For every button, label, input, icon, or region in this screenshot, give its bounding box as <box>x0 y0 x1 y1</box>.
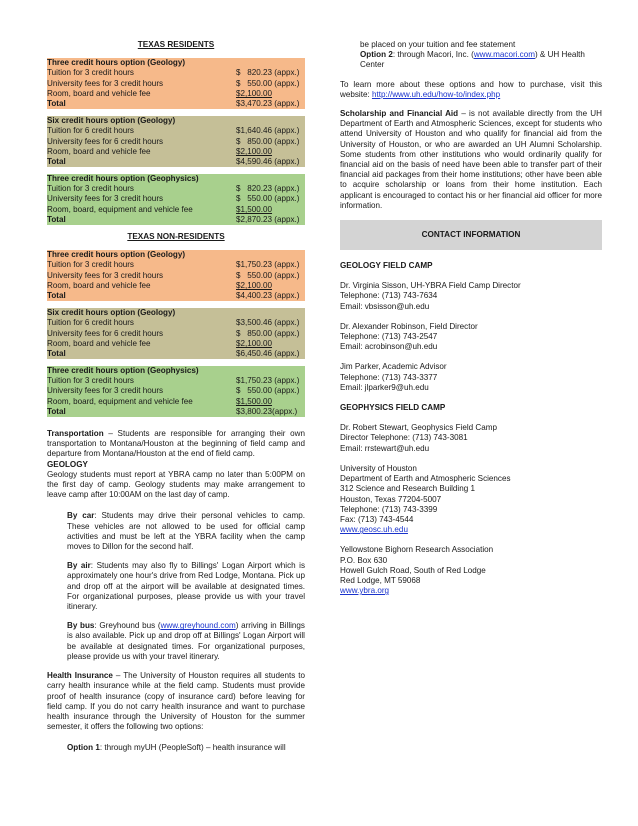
fee-row <box>47 349 305 359</box>
fee-label: Room, board and vehicle fee <box>47 338 151 348</box>
contact-block <box>340 362 602 393</box>
texas-non-residents-heading: TEXAS NON-RESIDENTS <box>127 232 225 242</box>
by-bus-label: By bus <box>67 621 95 631</box>
fee-label: Three credit hours option (Geophysics) <box>47 174 199 184</box>
fee-row <box>47 174 305 184</box>
fee-amount: $ 550.00 (appx.) <box>236 386 300 396</box>
fee-label: Tuition for 3 credit hours <box>47 376 134 386</box>
fee-row <box>47 329 305 339</box>
fee-label: University fees for 3 credit hours <box>47 386 164 396</box>
scholarship-section <box>340 109 602 211</box>
fee-amount: $ 550.00 (appx.) <box>236 194 300 204</box>
by-car-label: By car <box>67 511 95 521</box>
fee-amount <box>236 116 305 126</box>
fee-label: Tuition for 3 credit hours <box>47 68 134 78</box>
fee-label: Total <box>47 406 66 416</box>
texas-residents-heading: TEXAS RESIDENTS <box>137 40 215 49</box>
fee-amount: $ 820.23 (appx.) <box>236 184 300 194</box>
geology-contacts <box>340 281 602 393</box>
fee-label: Total <box>47 98 66 108</box>
fee-amount: $1,500.00 <box>236 396 273 406</box>
fee-row <box>47 366 305 376</box>
fee-amount: $2,100.00 <box>236 146 273 156</box>
fee-amount: $ 550.00 (appx.) <box>236 78 300 88</box>
contact-line: Telephone: (713) 743-3377 <box>340 372 438 382</box>
fee-label: Total <box>47 156 66 166</box>
by-bus-text-1: : Greyhound bus ( <box>94 621 161 631</box>
health-insurance-text: – The University of Houston requires all students to carry health insurance while at the field camp. Students must provide proof of health insurance (copy of insurance card) before leaving for field camp. If you do not carry health insurance and want to purchase health insurance through the University of Houston for the summer semester, it offers the following two options: <box>47 671 305 732</box>
geology-subheading: GEOLOGY <box>47 459 88 469</box>
scholarship-label: Scholarship and Financial Aid <box>340 109 459 119</box>
fee-row <box>47 260 305 270</box>
fee-amount: $3,500.46 (appx.) <box>236 318 300 328</box>
geology-field-camp-heading: GEOLOGY FIELD CAMP <box>340 261 433 271</box>
fee-label: Room, board, equipment and vehicle fee <box>47 204 193 214</box>
health-insurance-label: Health Insurance <box>47 671 113 681</box>
fee-amount <box>236 308 305 318</box>
geosc-link[interactable]: www.geosc.uh.edu <box>340 525 408 535</box>
fee-label: University fees for 6 credit hours <box>47 328 164 338</box>
fee-amount: $ 550.00 (appx.) <box>236 270 300 280</box>
fee-amount: $2,100.00 <box>236 338 273 348</box>
fee-row <box>47 147 305 157</box>
fee-amount: $1,640.46 (appx.) <box>236 126 300 136</box>
contact-block <box>340 423 602 454</box>
fee-amount: $ 850.00 (appx.) <box>236 136 300 146</box>
non-resident-fee-tables <box>47 250 305 417</box>
fee-row <box>47 215 305 225</box>
fee-amount: $4,400.23 (appx.) <box>236 290 300 300</box>
fee-row <box>47 184 305 194</box>
resident-fee-tables <box>47 58 305 225</box>
contact-line: Jim Parker, Academic Advisor <box>340 362 447 372</box>
scholarship-text: – is not available directly from the UH Department of Earth and Atmospheric Sciences, except for students who attend University of Houston and who qualify for financial aid from the University of Houston, or who are awarded an UH Alumni Scholarship. Some students from other institutions who would ordinarily qualify for financial aid on the basis of need have been able to transfer part of their financial aid packages from their home institutions; other have been able to acquire scholarship or loans from their home institution. Each applicant is encouraged to contact his or her financial aid officer for more information. <box>340 109 602 210</box>
fee-amount: $2,870.23 (appx.) <box>236 214 300 224</box>
contact-line: Email: jlparker9@uh.edu <box>340 382 429 392</box>
transportation-text: – Students are responsible for arranging their own transportation to Montana/Houston at the beginning of field camp and departure from Montana/Houston at the end of field camp. <box>47 429 305 459</box>
fee-label: Total <box>47 290 66 300</box>
fee-row <box>47 99 305 109</box>
address-line: P.O. Box 630 <box>340 555 388 565</box>
fee-amount: $2,100.00 <box>236 88 273 98</box>
fee-row <box>47 58 305 68</box>
fee-amount: $1,500.00 <box>236 204 273 214</box>
fee-row <box>47 308 305 318</box>
geophysics-contacts <box>340 423 602 454</box>
contact-line: Director Telephone: (713) 743-3081 <box>340 433 468 443</box>
fee-row <box>47 137 305 147</box>
fee-amount: $ 820.23 (appx.) <box>236 68 300 78</box>
right-column <box>340 40 602 606</box>
fee-row <box>47 281 305 291</box>
fee-label: Tuition for 6 credit hours <box>47 318 134 328</box>
fee-label: Tuition for 3 credit hours <box>47 260 134 270</box>
fee-amount: $6,450.46 (appx.) <box>236 348 300 358</box>
uh-address-block <box>340 464 602 535</box>
greyhound-link[interactable]: www.greyhound.com <box>160 621 236 631</box>
fee-table <box>47 174 305 225</box>
option1-label: Option 1 <box>67 743 100 753</box>
fee-label: Three credit hours option (Geology) <box>47 250 186 260</box>
address-line: Telephone: (713) 743-3399 <box>340 504 438 514</box>
fee-table <box>47 116 305 167</box>
option2-label: Option 2 <box>360 50 393 60</box>
fee-row <box>47 291 305 301</box>
fee-label: Total <box>47 214 66 224</box>
option1-text: : through myUH (PeopleSoft) – health insurance will <box>99 743 286 753</box>
fee-label: Room, board and vehicle fee <box>47 280 151 290</box>
macori-link[interactable]: www.macori.com <box>473 50 535 60</box>
fee-label: Three credit hours option (Geophysics) <box>47 366 199 376</box>
fee-amount: $1,750.23 (appx.) <box>236 260 300 270</box>
address-line: Yellowstone Bighorn Research Association <box>340 545 494 555</box>
fee-label: University fees for 3 credit hours <box>47 78 164 88</box>
fee-amount <box>236 58 305 68</box>
geophysics-field-camp-heading: GEOPHYSICS FIELD CAMP <box>340 403 446 413</box>
fee-row <box>47 386 305 396</box>
fee-amount <box>236 174 305 184</box>
fee-amount: $2,100.00 <box>236 280 273 290</box>
transportation-label: Transportation <box>47 429 104 439</box>
by-car-text: : Students may drive their personal vehicles to camp. These vehicles are not allowed to be used for official camp activities and must be left at the YBRA facility when the camp moves to Dillon for the second half. <box>67 511 306 552</box>
option2-text-2: ) & UH Health Center <box>360 50 585 70</box>
option1-continued: be placed on your tuition and fee statement <box>360 40 516 49</box>
address-line: 312 Science and Research Building 1 <box>340 484 475 494</box>
fee-row <box>47 157 305 167</box>
contact-line: Email: rrstewart@uh.edu <box>340 443 430 453</box>
address-line: Howell Gulch Road, South of Red Lodge <box>340 565 486 575</box>
fee-label: Room, board and vehicle fee <box>47 146 151 156</box>
health-insurance-section <box>47 671 305 753</box>
fee-row <box>47 205 305 215</box>
fee-label: Room, board and vehicle fee <box>47 88 151 98</box>
contact-line: Dr. Alexander Robinson, Field Director <box>340 321 478 331</box>
fee-row <box>47 318 305 328</box>
fee-label: Total <box>47 348 66 358</box>
by-air-text: : Students may also fly to Billings' Logan Airport which is approximately one hour's drive from Red Lodge, Montana. Pick up and drop off at the airport will be available at designated times. For organizational purposes, please provide us with your travel itinerary. <box>67 561 305 612</box>
ybra-link[interactable]: www.ybra.org <box>340 586 390 596</box>
fee-row <box>47 126 305 136</box>
fee-table <box>47 308 305 359</box>
contact-line: Telephone: (713) 743-7634 <box>340 291 438 301</box>
contact-line: Dr. Virginia Sisson, UH-YBRA Field Camp Director <box>340 281 521 291</box>
ybra-address-block <box>340 545 602 596</box>
contact-heading: CONTACT INFORMATION <box>421 229 521 239</box>
fee-label: Three credit hours option (Geology) <box>47 58 186 68</box>
fee-row <box>47 271 305 281</box>
left-column <box>47 40 305 754</box>
fee-label: Six credit hours option (Geology) <box>47 116 176 126</box>
learn-more-text: To learn more about these options and how to purchase, visit this website: <box>340 79 602 99</box>
fee-amount: $3,470.23 (appx.) <box>236 98 300 108</box>
by-bus-text-2: ) arriving in Billings is also available. Pick up and drop off at Billings' Logan Airport will be available at designated times. For organizational purposes, please provide us with your travel itinerary. <box>67 621 305 661</box>
fee-row <box>47 89 305 99</box>
fee-table <box>47 366 305 417</box>
address-line: Houston, Texas 77204-5007 <box>340 494 442 504</box>
contact-line: Telephone: (713) 743-2547 <box>340 332 438 342</box>
fee-label: Six credit hours option (Geology) <box>47 308 176 318</box>
fee-row <box>47 116 305 126</box>
fee-table <box>47 58 305 109</box>
contact-line: Dr. Robert Stewart, Geophysics Field Camp <box>340 423 497 433</box>
options-continued <box>360 40 602 71</box>
address-line: Department of Earth and Atmospheric Sciences <box>340 474 511 484</box>
fee-amount: $ 850.00 (appx.) <box>236 328 300 338</box>
fee-row <box>47 68 305 78</box>
contact-information-bar <box>340 220 602 250</box>
fee-row <box>47 407 305 417</box>
fee-label: Room, board, equipment and vehicle fee <box>47 396 193 406</box>
fee-row <box>47 376 305 386</box>
address-line: Red Lodge, MT 59068 <box>340 575 421 585</box>
uh-how-to-link[interactable]: http://www.uh.edu/how-to/index.php <box>371 89 501 99</box>
fee-label: University fees for 6 credit hours <box>47 136 164 146</box>
option2-text-1: : through Macori, Inc. ( <box>392 50 474 60</box>
geology-text: Geology students must report at YBRA camp no later than 5:00PM on the first day of camp. Geology students may make arrangement to leave camp after 10:00AM on the last day of camp. <box>47 469 305 500</box>
fee-amount <box>236 366 305 376</box>
fee-label: University fees for 3 credit hours <box>47 270 164 280</box>
fee-label: Tuition for 6 credit hours <box>47 126 134 136</box>
address-line: University of Houston <box>340 463 417 473</box>
fee-label: University fees for 3 credit hours <box>47 194 164 204</box>
contact-block <box>340 281 602 312</box>
address-line: Fax: (713) 743-4544 <box>340 514 414 524</box>
fee-row <box>47 339 305 349</box>
fee-row <box>47 397 305 407</box>
contact-line: Email: vbsisson@uh.edu <box>340 301 430 311</box>
fee-table <box>47 250 305 301</box>
transportation-section <box>47 429 305 662</box>
fee-row <box>47 250 305 260</box>
contact-line: Email: acrobinson@uh.edu <box>340 342 438 352</box>
fee-amount: $1,750.23 (appx.) <box>236 376 300 386</box>
by-air-label: By air <box>67 561 91 571</box>
fee-amount: $3,800.23(appx.) <box>236 406 298 416</box>
fee-row <box>47 79 305 89</box>
fee-label: Tuition for 3 credit hours <box>47 184 134 194</box>
contact-block <box>340 322 602 353</box>
fee-amount: $4,590.46 (appx.) <box>236 156 300 166</box>
fee-amount <box>236 250 305 260</box>
fee-row <box>47 194 305 204</box>
